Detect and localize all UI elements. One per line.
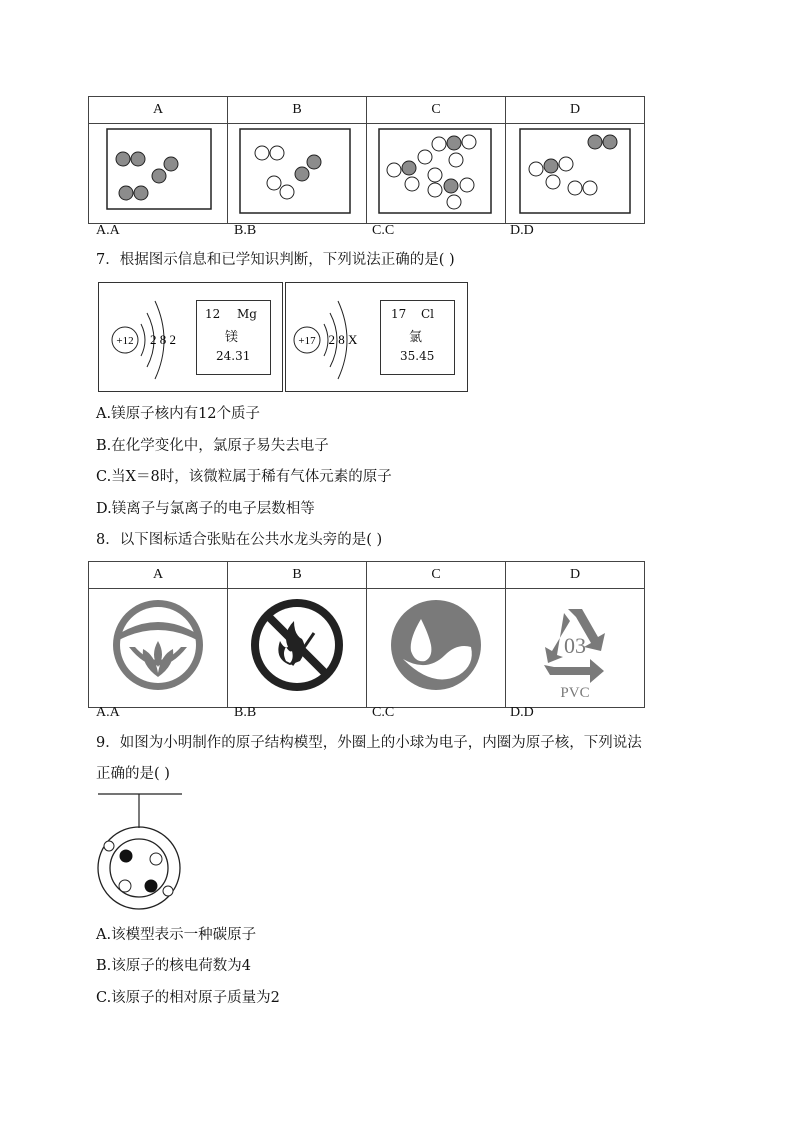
q6-header-b: B (228, 97, 367, 124)
cl-name: 氯 (409, 330, 423, 345)
q7-choice-b[interactable]: B.在化学变化中，氯原子易失去电子 (96, 438, 329, 454)
q6-option-d[interactable]: D.D (510, 223, 534, 238)
q8-header-a: A (89, 562, 228, 589)
q7-choice-a[interactable]: A.镁原子核内有12个质子 (96, 406, 261, 422)
q7-stem: 7．根据图示信息和已学知识判断，下列说法正确的是( ) (96, 252, 455, 268)
q6-cell-b (228, 124, 367, 224)
cl-nucleus-label: +17 (298, 335, 316, 347)
mg-symbol: Mg (237, 307, 257, 321)
q6-option-c[interactable]: C.C (372, 223, 395, 238)
q6-option-a[interactable]: A.A (96, 223, 120, 238)
q8-table (88, 561, 645, 708)
q9-stem-line1: 9．如图为小明制作的原子结构模型，外圈上的小球为电子，内圈为原子核，下列说法 (96, 735, 642, 751)
cl-shell-numbers: 2 8 X (328, 332, 358, 347)
particle-diagram-c (367, 124, 505, 218)
q8-cell-a (89, 589, 228, 708)
q8-cell-b (228, 589, 367, 708)
q9-choice-b[interactable]: B.该原子的核电荷数为4 (96, 958, 251, 974)
atom-model-diagram (94, 790, 194, 910)
cl-atomic-number: 17 (391, 307, 407, 321)
q7-choice-d[interactable]: D.镁离子与氯离子的电子层数相等 (96, 501, 315, 517)
q8-cell-d (506, 589, 645, 708)
mg-nucleus-label: +12 (116, 335, 134, 347)
mg-atomic-number: 12 (205, 307, 221, 321)
q8-header-d: D (506, 562, 645, 589)
q9-choice-c[interactable]: C.该原子的相对原子质量为2 (96, 990, 280, 1006)
water-saving-icon (367, 589, 505, 702)
mg-element-card (196, 300, 271, 375)
q7-choice-c[interactable]: C.当X＝8时，该微粒属于稀有气体元素的原子 (96, 469, 392, 485)
particle-diagram-d (506, 124, 644, 218)
q8-option-b[interactable]: B.B (234, 705, 257, 720)
no-fire-icon (228, 589, 366, 702)
q6-table (88, 96, 645, 224)
q8-option-d[interactable]: D.D (510, 705, 534, 720)
recycle-pvc-icon (506, 589, 644, 702)
cl-info-box (285, 282, 468, 392)
recycle-number: 03 (564, 633, 586, 658)
green-food-icon (89, 589, 227, 702)
q8-header-b: B (228, 562, 367, 589)
q8-stem: 8．以下图标适合张贴在公共水龙头旁的是( ) (96, 532, 383, 548)
q9-stem-line2: 正确的是( ) (96, 766, 170, 782)
q9-choice-a[interactable]: A.该模型表示一种碳原子 (96, 927, 257, 943)
cl-atomic-mass: 35.45 (400, 349, 435, 363)
particle-diagram-b (228, 124, 366, 218)
cl-element-card (380, 300, 455, 375)
q6-header-d: D (506, 97, 645, 124)
cl-symbol: Cl (421, 307, 435, 321)
q6-option-b[interactable]: B.B (234, 223, 257, 238)
mg-info-box (98, 282, 283, 392)
q6-header-c: C (367, 97, 506, 124)
q8-option-a[interactable]: A.A (96, 705, 120, 720)
recycle-label: PVC (560, 685, 590, 701)
q6-cell-a (89, 124, 228, 224)
q8-header-c: C (367, 562, 506, 589)
mg-atomic-mass: 24.31 (216, 349, 251, 363)
q8-cell-c (367, 589, 506, 708)
particle-diagram-a (89, 124, 227, 218)
mg-name: 镁 (225, 330, 239, 345)
mg-shell-numbers: 2 8 2 (150, 332, 176, 347)
q6-cell-c (367, 124, 506, 224)
q6-header-a: A (89, 97, 228, 124)
q8-option-c[interactable]: C.C (372, 705, 395, 720)
q6-cell-d (506, 124, 645, 224)
